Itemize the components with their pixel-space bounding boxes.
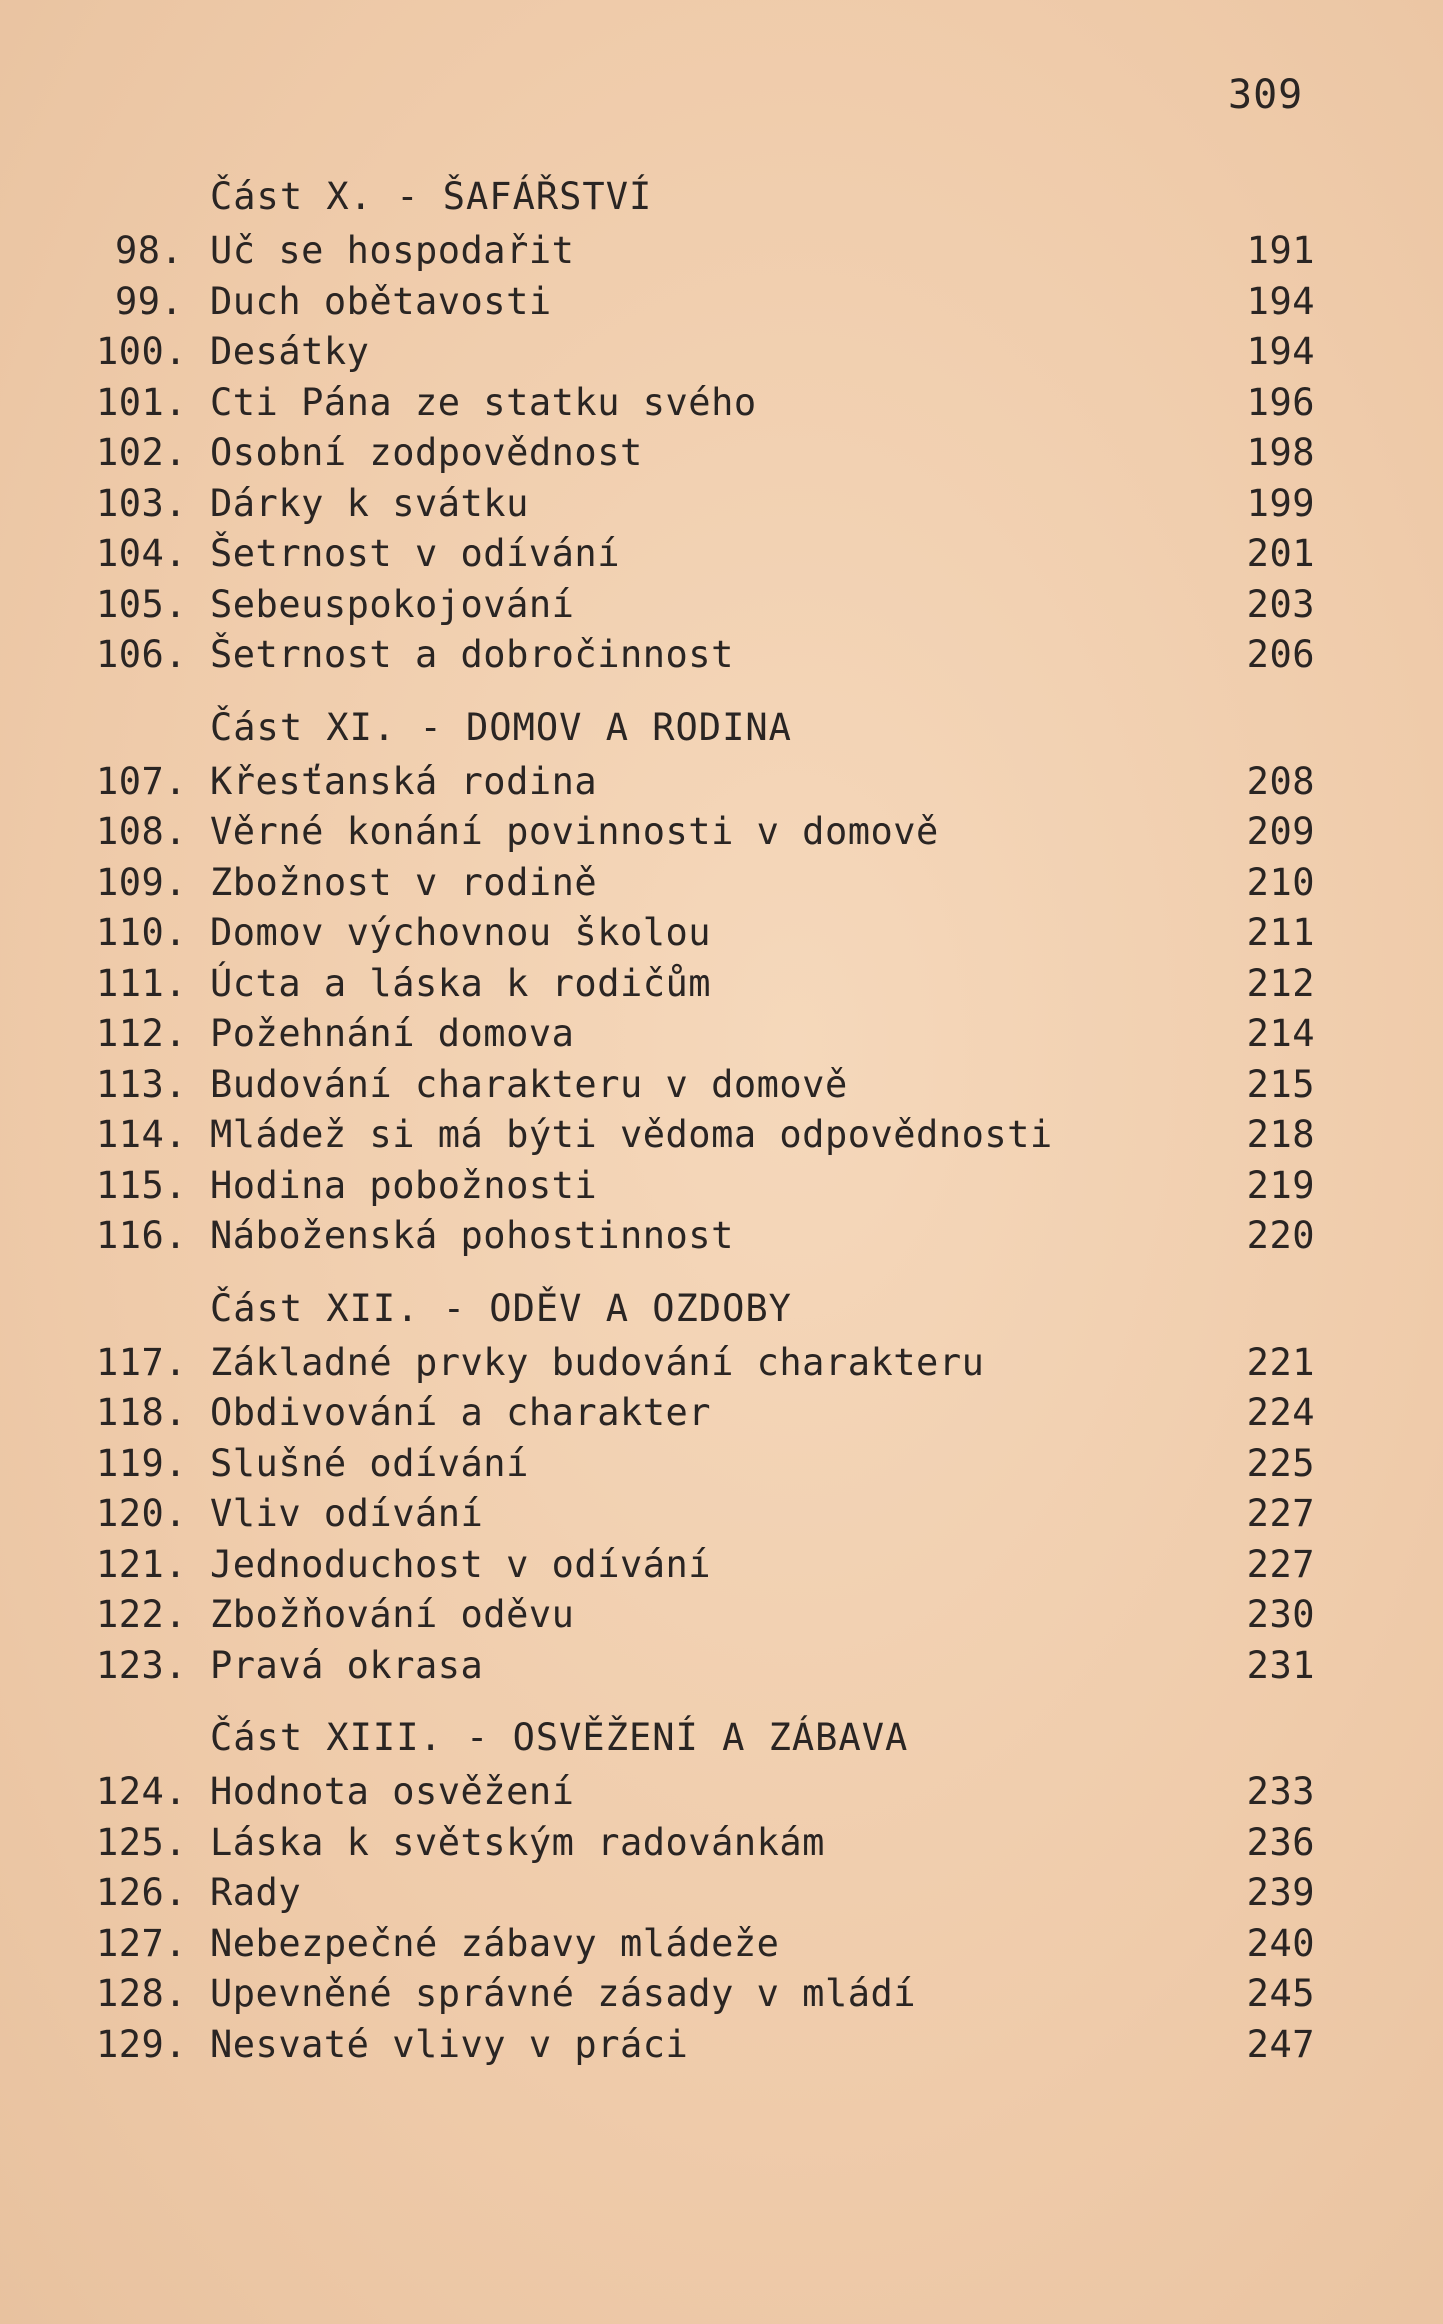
entry-title: Zbožňování oděvu: [210, 1593, 575, 1636]
entry-number: 110.: [96, 911, 188, 954]
entry-number: 98.: [115, 229, 184, 272]
entry-page: 196: [1246, 380, 1315, 424]
entry-number: 127.: [96, 1921, 188, 1965]
entry-number: 105.: [96, 582, 188, 626]
entry-title: Desátky: [210, 330, 370, 373]
entry-number: 104.: [96, 532, 188, 575]
toc-entry: [0, 1868, 1443, 1919]
entry-title: Cti Pána ze statku svého: [210, 380, 757, 424]
entry-page: 210: [1246, 860, 1315, 904]
toc-entry: [0, 1161, 1443, 1212]
entry-page: 225: [1246, 1441, 1315, 1485]
entry-title: Sebeuspokojování: [210, 582, 575, 626]
entry-number: 114.: [96, 1113, 188, 1156]
entry-title: Zbožnost v rodině: [210, 860, 598, 904]
entry-number: 119.: [96, 1441, 188, 1485]
page-number: 309: [1228, 72, 1304, 118]
section-title: Část XIII. - OSVĚŽENÍ A ZÁBAVA: [210, 1716, 909, 1759]
entry-title: Budování charakteru v domově: [210, 1062, 848, 1106]
entry-page: 199: [1246, 481, 1315, 525]
table-of-contents: [0, 168, 1443, 2088]
toc-entry: [0, 1590, 1443, 1641]
entry-number: 108.: [96, 810, 188, 853]
entry-number: 121.: [96, 1542, 188, 1586]
entry-page: 236: [1246, 1820, 1315, 1864]
entry-page: 209: [1246, 810, 1315, 853]
toc-entry: [0, 327, 1443, 378]
entry-number: 101.: [96, 380, 188, 424]
entry-number: 123.: [96, 1643, 188, 1687]
entry-title: Slušné odívání: [210, 1441, 529, 1485]
entry-page: 227: [1246, 1542, 1315, 1586]
entry-title: Úcta a láska k rodičům: [210, 961, 712, 1005]
toc-entry: [0, 1919, 1443, 1970]
entry-title: Jednoduchost v odívání: [210, 1542, 712, 1586]
toc-entry: [0, 757, 1443, 808]
toc-entry: [0, 1009, 1443, 1060]
entry-number: 118.: [96, 1391, 188, 1434]
toc-entry: [0, 959, 1443, 1010]
entry-number: 106.: [96, 633, 188, 676]
entry-number: 100.: [96, 330, 188, 373]
entry-page: 218: [1246, 1113, 1315, 1156]
entry-title: Uč se hospodařit: [210, 229, 575, 272]
entry-title: Rady: [210, 1871, 302, 1914]
toc-section: [0, 1709, 1443, 2070]
entry-title: Šetrnost v odívání: [210, 532, 620, 575]
entry-page: 208: [1246, 759, 1315, 803]
toc-entry: [0, 1767, 1443, 1818]
entry-title: Základné prvky budování charakteru: [210, 1340, 985, 1384]
toc-entry: [0, 1540, 1443, 1591]
toc-entry: [0, 277, 1443, 328]
entry-number: 113.: [96, 1062, 188, 1106]
entry-title: Náboženská pohostinnost: [210, 1214, 734, 1257]
entry-number: 102.: [96, 431, 188, 474]
entry-title: Obdivování a charakter: [210, 1391, 712, 1434]
entry-page: 219: [1246, 1163, 1315, 1207]
toc-entry: [0, 580, 1443, 631]
entry-number: 124.: [96, 1770, 188, 1813]
entry-title: Vliv odívání: [210, 1492, 484, 1535]
entry-number: 128.: [96, 1972, 188, 2015]
entry-number: 99.: [115, 279, 184, 323]
toc-entry: [0, 1110, 1443, 1161]
entry-number: 111.: [96, 961, 188, 1005]
toc-entry: [0, 378, 1443, 429]
entry-page: 198: [1246, 431, 1315, 474]
entry-page: 247: [1246, 2022, 1315, 2066]
toc-entry: [0, 1489, 1443, 1540]
entry-number: 116.: [96, 1214, 188, 1257]
entry-title: Nebezpečné zábavy mládeže: [210, 1921, 780, 1965]
toc-section: [0, 699, 1443, 1262]
entry-title: Osobní zodpovědnost: [210, 431, 643, 474]
toc-entry: [0, 428, 1443, 479]
entry-page: 214: [1246, 1012, 1315, 1055]
entry-page: 212: [1246, 961, 1315, 1005]
entry-page: 215: [1246, 1062, 1315, 1106]
entry-number: 117.: [96, 1340, 188, 1384]
entry-title: Mládež si má býti vědoma odpovědnosti: [210, 1113, 1053, 1156]
entry-page: 245: [1246, 1972, 1315, 2015]
entry-number: 109.: [96, 860, 188, 904]
entry-title: Hodnota osvěžení: [210, 1770, 575, 1813]
entry-number: 120.: [96, 1492, 188, 1535]
section-title: Část X. - ŠAFÁŘSTVÍ: [210, 175, 653, 218]
toc-entry: [0, 908, 1443, 959]
entry-title: Upevněné správné zásady v mládí: [210, 1972, 917, 2015]
entry-title: Požehnání domova: [210, 1012, 575, 1055]
entry-title: Hodina pobožnosti: [210, 1163, 598, 1207]
entry-number: 112.: [96, 1012, 188, 1055]
entry-page: 194: [1246, 279, 1315, 323]
toc-entry: [0, 529, 1443, 580]
entry-title: Nesvaté vlivy v práci: [210, 2022, 689, 2066]
toc-entry: [0, 807, 1443, 858]
entry-page: 220: [1246, 1214, 1315, 1257]
entry-number: 122.: [96, 1593, 188, 1636]
entry-page: 230: [1246, 1593, 1315, 1636]
toc-entry: [0, 1388, 1443, 1439]
entry-title: Křesťanská rodina: [210, 759, 598, 803]
toc-entry: [0, 1211, 1443, 1262]
toc-entry: [0, 479, 1443, 530]
section-title: Část XII. - ODĚV A OZDOBY: [210, 1286, 792, 1330]
toc-entry: [0, 1969, 1443, 2020]
entry-number: 103.: [96, 481, 188, 525]
entry-page: 201: [1246, 532, 1315, 575]
entry-page: 227: [1246, 1492, 1315, 1535]
entry-title: Duch obětavosti: [210, 279, 552, 323]
entry-number: 115.: [96, 1163, 188, 1207]
entry-number: 107.: [96, 759, 188, 803]
entry-page: 211: [1246, 911, 1315, 954]
entry-page: 191: [1246, 229, 1315, 272]
entry-page: 221: [1246, 1340, 1315, 1384]
entry-number: 126.: [96, 1871, 188, 1914]
entry-title: Věrné konání povinnosti v domově: [210, 810, 939, 853]
entry-title: Šetrnost a dobročinnost: [210, 633, 734, 676]
entry-title: Pravá okrasa: [210, 1643, 484, 1687]
toc-entry: [0, 2020, 1443, 2071]
entry-page: 231: [1246, 1643, 1315, 1687]
entry-title: Láska k světským radovánkám: [210, 1820, 825, 1864]
entry-title: Domov výchovnou školou: [210, 911, 712, 954]
toc-entry: [0, 1060, 1443, 1111]
entry-page: 224: [1246, 1391, 1315, 1434]
entry-page: 240: [1246, 1921, 1315, 1965]
entry-page: 206: [1246, 633, 1315, 676]
toc-entry: [0, 858, 1443, 909]
section-title: Část XI. - DOMOV A RODINA: [210, 705, 792, 749]
entry-number: 125.: [96, 1820, 188, 1864]
entry-number: 129.: [96, 2022, 188, 2066]
entry-page: 194: [1246, 330, 1315, 373]
entry-page: 203: [1246, 582, 1315, 626]
toc-entry: [0, 1439, 1443, 1490]
entry-page: 233: [1246, 1770, 1315, 1813]
toc-entry: [0, 1641, 1443, 1692]
toc-section: [0, 168, 1443, 681]
toc-entry: [0, 1818, 1443, 1869]
entry-page: 239: [1246, 1871, 1315, 1914]
toc-entry: [0, 1338, 1443, 1389]
entry-title: Dárky k svátku: [210, 481, 529, 525]
toc-section: [0, 1280, 1443, 1692]
toc-entry: [0, 630, 1443, 681]
toc-entry: [0, 226, 1443, 277]
